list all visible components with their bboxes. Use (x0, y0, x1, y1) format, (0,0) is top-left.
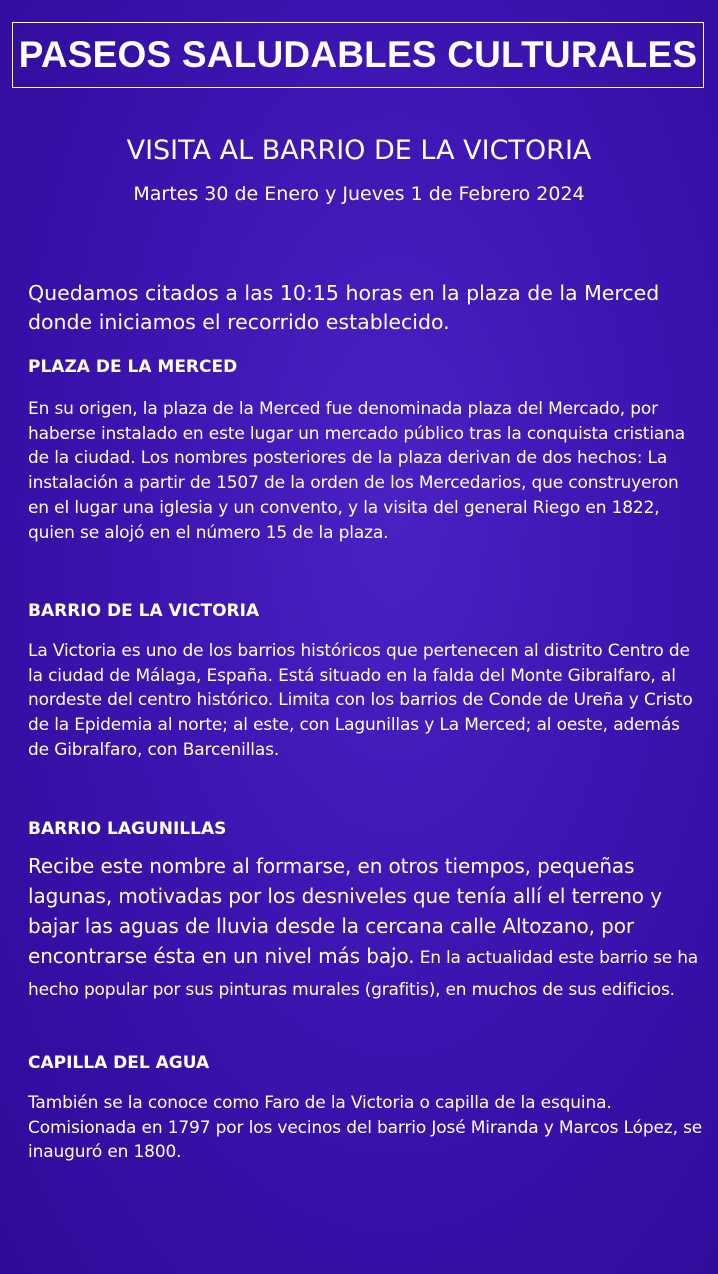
intro-paragraph: Quedamos citados a las 10:15 horas en la plaza de la Merced donde iniciamos el recorrido establecido. (28, 281, 660, 334)
section-heading-barrio-victoria: BARRIO DE LA VICTORIA (28, 601, 260, 621)
lagunillas-text-note: En la actualidad este barrio se ha hecho popular por sus pinturas murales (grafitis), en muchos de sus edificios. (28, 948, 699, 1000)
page-title: PASEOS SALUDABLES CULTURALES (18, 34, 698, 75)
event-subtitle: VISITA AL BARRIO DE LA VICTORIA (126, 135, 592, 166)
section-heading-plaza-merced: PLAZA DE LA MERCED (28, 357, 238, 377)
section-heading-capilla-agua: CAPILLA DEL AGUA (28, 1053, 210, 1073)
title-box (12, 22, 704, 88)
event-dates: Martes 30 de Enero y Jueves 1 de Febrero 2024 (133, 183, 585, 205)
section-body-barrio-lagunillas (28, 851, 708, 1005)
section-body-barrio-victoria: La Victoria es uno de los barrios históricos que pertenecen al distrito Centro de la ciudad de Málaga, España. Está situado en la falda del Monte Gibralfaro, al nordeste del centro histórico. Limita con los barrios de Conde de Ureña y Cristo de la Epidemia al norte; al este, con Lagunillas y La Merced; al oeste, además de Gibralfaro, con Barcenillas. (28, 641, 693, 760)
section-heading-barrio-lagunillas: BARRIO LAGUNILLAS (28, 819, 227, 839)
lagunillas-text-main: Recibe este nombre al formarse, en otros tiempos, pequeñas lagunas, motivadas por los desniveles que tenía allí el terreno y bajar las aguas de lluvia desde la cercana calle Altozano, por encontrarse ésta en un nivel más bajo. (28, 854, 662, 968)
section-body-capilla-agua: También se la conoce como Faro de la Victoria o capilla de la esquina. Comisionada en 1797 por los vecinos del barrio José Miranda y Marcos López, se inauguró en 1800. (28, 1093, 703, 1163)
section-body-plaza-merced: En su origen, la plaza de la Merced fue denominada plaza del Mercado, por haberse instalado en este lugar un mercado público tras la conquista cristiana de la ciudad. Los nombres posteriores de la plaza derivan de dos hechos: La instalación a partir de 1507 de la orden de los Mercedarios, que construyeron en el lugar una iglesia y un convento, y la visita del general Riego en 1822, quien se alojó en el número 15 de la plaza. (28, 399, 686, 543)
